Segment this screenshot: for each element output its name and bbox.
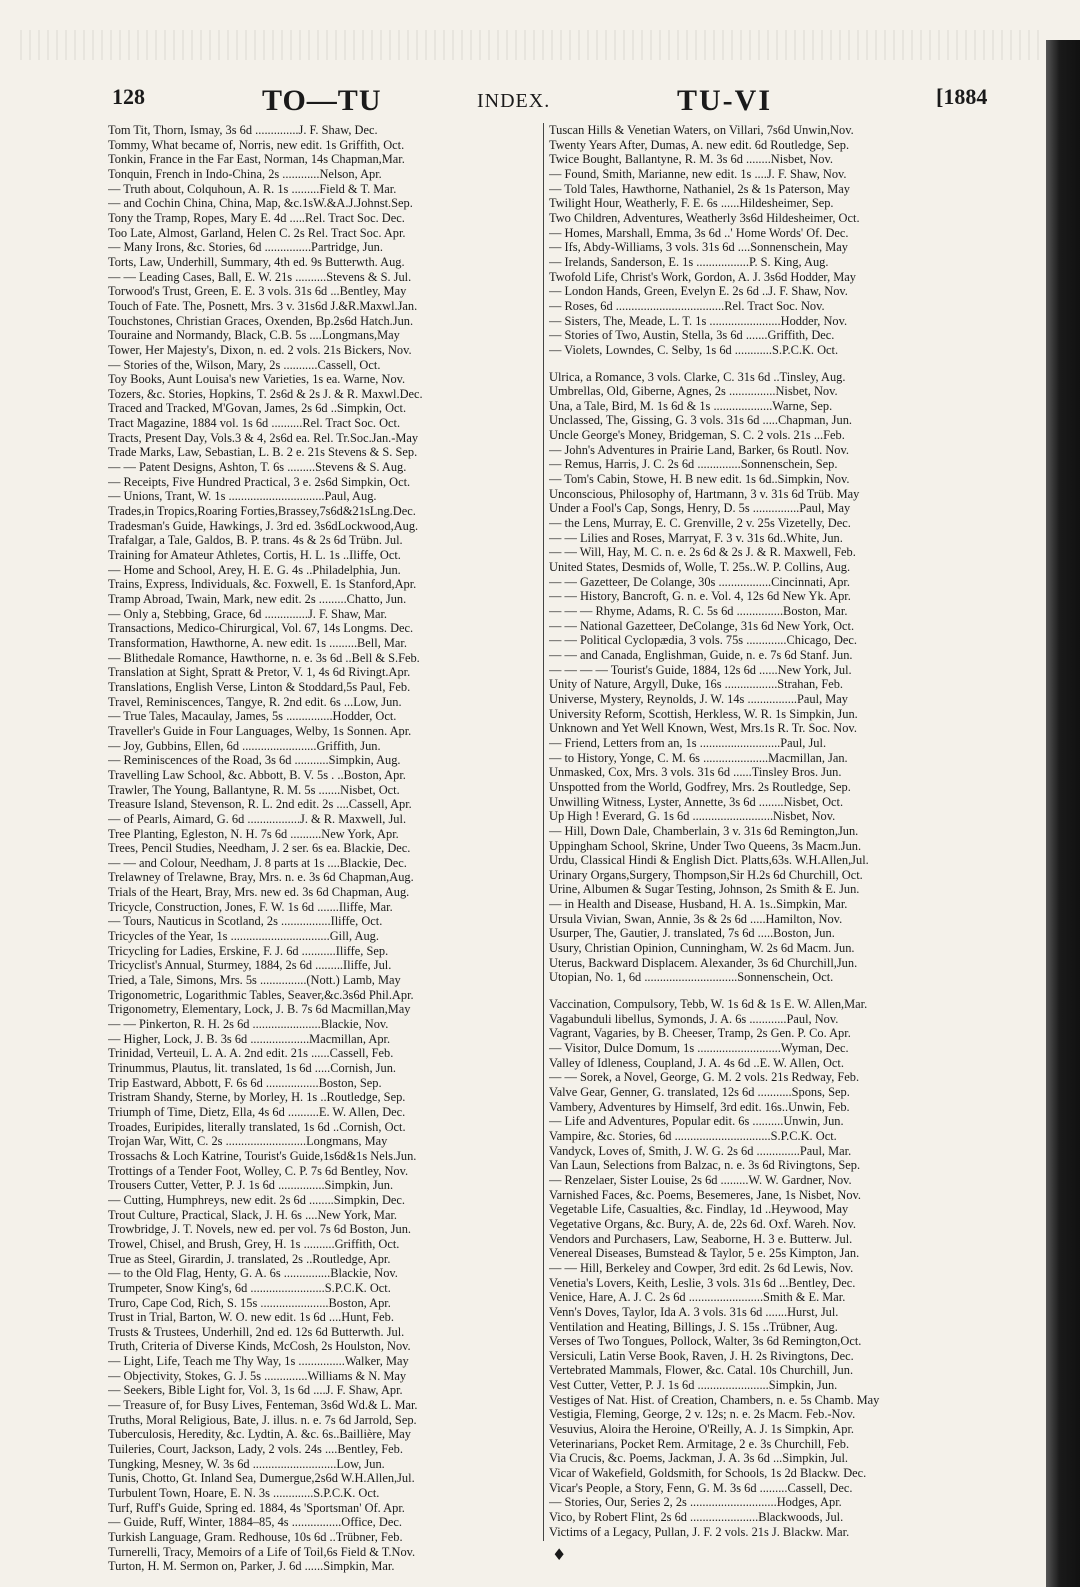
index-entry: Tonkin, France in the Far East, Norman, 14s Chapman,Mar. xyxy=(108,152,405,167)
index-entry: — Blithedale Romance, Hawthorne, n. e. 3s 6d ..Bell & S.Feb. xyxy=(108,650,420,665)
index-entry: Turf, Ruff's Guide, Spring ed. 1884, 4s 'Sportsman' Of. Apr. xyxy=(108,1500,405,1515)
page-number: 128 xyxy=(112,84,145,109)
index-entry: Tunis, Chotto, Gt. Inland Sea, Dumergue,2s6d W.H.Allen,Jul. xyxy=(108,1471,415,1486)
index-entry: Torts, Law, Underhill, Summary, 4th ed. 9s Butterwth. Aug. xyxy=(108,254,405,269)
index-entry: Trowel, Chisel, and Brush, Grey, H. 1s ..........Griffith, Oct. xyxy=(108,1236,400,1251)
index-entry: — Unions, Trant, W. 1s ...............................Paul, Aug. xyxy=(108,489,377,504)
index-entry: Truths, Moral Religious, Bate, J. illus. n. e. 7s 6d Jarrold, Sep. xyxy=(108,1412,417,1427)
index-entry: Unconscious, Philosophy of, Hartmann, 3 v. 31s 6d Trüb. May xyxy=(549,486,860,501)
index-entry: — — Sorek, a Novel, George, G. M. 2 vols. 21s Redway, Feb. xyxy=(549,1070,860,1085)
index-entry: — Guide, Ruff, Winter, 1884–85, 4s ................Office, Dec. xyxy=(108,1515,402,1530)
index-entry: Urine, Albumen & Sugar Testing, Johnson, 2s Smith & E. Jun. xyxy=(549,882,860,897)
index-entry: Vesuvius, Aloira the Heroine, O'Reilly, A. J. 1s Simpkin, Apr. xyxy=(549,1422,854,1437)
index-entry: Travelling Law School, &c. Abbott, B. V. 5s . ..Boston, Apr. xyxy=(108,767,406,782)
index-entry: Travel, Reminiscences, Tangye, R. 2nd edit. 6s ...Low, Jun. xyxy=(108,694,402,709)
index-entry: — — Lilies and Roses, Marryat, F. 3 v. 31s 6d..White, Jun. xyxy=(549,530,843,545)
index-entry: Tracts, Present Day, Vols.3 & 4, 2s6d ea. Rel. Tr.Soc.Jan.-May xyxy=(108,430,419,445)
index-entry: Vestiges of Nat. Hist. of Creation, Chambers, n. e. 5s Chamb. May xyxy=(549,1392,880,1407)
index-entry: — Light, Life, Teach me Thy Way, 1s ...............Walker, May xyxy=(108,1354,409,1369)
index-entry: Una, a Tale, Bird, M. 1s 6d & 1s ...................Warne, Sep. xyxy=(549,398,833,413)
index-entry: — Tours, Nauticus in Scotland, 2s ................Iliffe, Oct. xyxy=(108,914,383,929)
index-entry: Tradesman's Guide, Hawkings, J. 3rd ed. 3s6dLockwood,Aug. xyxy=(108,518,419,533)
section-gap xyxy=(549,358,961,370)
index-entry: — to History, Yonge, C. M. 6s .....................Macmillan, Jan. xyxy=(549,750,848,765)
index-entry: Venn's Doves, Taylor, Ida A. 3 vols. 31s 6d .......Hurst, Jul. xyxy=(549,1304,839,1319)
index-entry: Toy Books, Aunt Louisa's new Varieties, 1s ea. Warne, Nov. xyxy=(108,372,406,387)
index-entry: Trousers Cutter, Vetter, P. J. 1s 6d ...............Simpkin, Jun. xyxy=(108,1178,394,1193)
entries-group-v xyxy=(549,997,961,1539)
index-entry: Unmasked, Cox, Mrs. 3 vols. 31s 6d ......Tinsley Bros. Jun. xyxy=(549,765,842,780)
index-entry: Touraine and Normandy, Black, C.B. 5s ....Longmans,May xyxy=(108,328,400,343)
index-entry: Vegetable Life, Casualties, &c. Findlay, 1d ..Heywood, May xyxy=(549,1202,849,1217)
index-entry: Trottings of a Tender Foot, Wolley, C. P. 7s 6d Bentley, Nov. xyxy=(108,1163,409,1178)
index-entry: Ventilation and Heating, Billings, J. S. 15s ..Trübner, Aug. xyxy=(549,1319,838,1334)
index-entry: Torwood's Trust, Green, E. E. 3 vols. 31s 6d ...Bentley, May xyxy=(108,284,407,299)
index-entry: — Receipts, Five Hundred Practical, 3 e. 2s6d Simpkin, Oct. xyxy=(108,474,411,489)
entries-group-u xyxy=(549,370,961,986)
index-entry: Vicar of Wakefield, Goldsmith, for Schools, 1s 2d Blackw. Dec. xyxy=(549,1466,867,1481)
index-entry: Trust in Trial, Barton, W. O. new edit. 1s 6d ....Hunt, Feb. xyxy=(108,1310,394,1325)
index-entry: Utopian, No. 1, 6d ..............................Sonnenschein, Oct. xyxy=(549,970,834,985)
index-entry: Usury, Christian Opinion, Cunningham, W. 2s 6d Macm. Jun. xyxy=(549,941,855,956)
index-entry: — — and Canada, Englishman, Guide, n. e. 7s 6d Stanf. Jun. xyxy=(549,647,853,662)
index-entry: Uppingham School, Skrine, Under Two Queens, 3s Macm.Jun. xyxy=(549,838,862,853)
index-entry: — Truth about, Colquhoun, A. R. 1s .........Field & T. Mar. xyxy=(108,181,397,196)
index-entry: Trowbridge, J. T. Novels, new ed. per vol. 7s 6d Boston, Jun. xyxy=(108,1222,411,1237)
index-entry: — Irelands, Sanderson, E. 1s .................P. S. King, Aug. xyxy=(549,254,829,269)
index-entry: Vestigia, Fleming, George, 2 v. 12s; n. e. 2s Macm. Feb.-Nov. xyxy=(549,1407,856,1422)
running-header xyxy=(112,84,988,120)
index-entry: — Sisters, The, Meade, L. T. 1s .......................Hodder, Nov. xyxy=(549,313,848,328)
index-entry: Two Children, Adventures, Weatherly 3s6d Hildesheimer, Oct. xyxy=(549,210,860,225)
index-entry: Vaccination, Compulsory, Tebb, W. 1s 6d & 1s E. W. Allen,Mar. xyxy=(549,997,868,1012)
index-entry: — Visitor, Dulce Domum, 1s ...........................Wyman, Dec. xyxy=(549,1041,849,1056)
index-entry: — and Cochin China, China, Map, &c.1sW.&A.J.Johnst.Sep. xyxy=(108,196,413,211)
index-entry: Uterus, Backward Displacem. Alexander, 3s 6d Churchill,Jun. xyxy=(549,955,858,970)
index-entry: Via Crucis, &c. Poems, Jackman, J. A. 3s 6d ...Simpkin, Jul. xyxy=(549,1451,849,1466)
index-entry: Valve Gear, Genner, G. translated, 12s 6d ...........Spons, Sep. xyxy=(549,1085,850,1099)
index-entry: — Renzelaer, Sister Louise, 2s 6d .........W. W. Gardner, Nov. xyxy=(549,1172,852,1187)
index-entry: Universe, Mystery, Reynolds, J. W. 14s ................Paul, May xyxy=(549,691,848,706)
index-entry: United States, Desmids of, Wolle, T. 25s..W. P. Collins, Aug. xyxy=(549,560,851,575)
index-entry: — — and Colour, Needham, J. 8 parts at 1s ....Blackie, Dec. xyxy=(108,855,407,870)
index-entry: — John's Adventures in Prairie Land, Barker, 6s Routl. Nov. xyxy=(549,442,849,457)
index-entry: — — Hill, Berkeley and Cowper, 3rd edit. 2s 6d Lewis, Nov. xyxy=(549,1260,854,1275)
index-entry: — Objectivity, Stokes, G. J. 5s ..............Williams & N. May xyxy=(108,1368,407,1383)
index-entry: Tract Magazine, 1884 vol. 1s 6d ..........Rel. Tract Soc. Oct. xyxy=(108,416,401,431)
index-entry: Treasure Island, Stevenson, R. L. 2nd edit. 2s ....Cassell, Apr. xyxy=(108,797,412,812)
index-entry: Trout Culture, Practical, Slack, J. H. 6s ....New York, Mar. xyxy=(108,1207,397,1222)
index-entry: Tristram Shandy, Sterne, by Morley, H. 1s ..Routledge, Sep. xyxy=(108,1090,406,1105)
index-entry: Vegetative Organs, &c. Bury, A. de, 22s 6d. Oxf. Wareh. Nov. xyxy=(549,1216,856,1231)
index-entry: Varnished Faces, &c. Poems, Besemeres, Jane, 1s Nisbet, Nov. xyxy=(549,1187,861,1202)
index-entry: Tozers, &c. Stories, Hopkins, T. 2s6d & 2s J. & R. Maxwl.Dec. xyxy=(108,386,423,401)
index-entry: — Treasure of, for Busy Lives, Fenteman, 3s6d Wd.& L. Mar. xyxy=(108,1398,418,1413)
index-entry: — Told Tales, Hawthorne, Nathaniel, 2s & 1s Paterson, May xyxy=(549,181,850,196)
index-entry: — — Leading Cases, Ball, E. W. 21s ..........Stevens & S. Jul. xyxy=(108,269,412,284)
index-entry: — Reminiscences of the Road, 3s 6d ...........Simpkin, Aug. xyxy=(108,753,401,768)
index-entry: Touchstones, Christian Graces, Oxenden, Bp.2s6d Hatch.Jun. xyxy=(108,313,414,328)
index-entry: Tommy, What became of, Norris, new edit. 1s Griffith, Oct. xyxy=(108,137,405,152)
index-entry: Unwilling Witness, Lyster, Annette, 3s 6d ........Nisbet, Oct. xyxy=(549,794,844,809)
index-entry: Unspotted from the World, Godfrey, Mrs. 2s Routledge, Sep. xyxy=(549,779,851,794)
index-entry: — London Hands, Green, Evelyn E. 2s 6d ..J. F. Shaw, Nov. xyxy=(549,284,848,299)
index-title: INDEX. xyxy=(477,90,551,112)
index-entry: Turton, H. M. Sermon on, Parker, J. 6d ......Simpkin, Mar. xyxy=(108,1559,395,1574)
index-entry: — in Health and Disease, Husband, H. A. 1s..Simpkin, Mar. xyxy=(549,897,848,912)
index-entry: Urinary Organs,Surgery, Thompson,Sir H.2s 6d Churchill, Oct. xyxy=(549,867,863,882)
index-entry: Transformation, Hawthorne, A. new edit. 1s .........Bell, Mar. xyxy=(108,635,407,650)
index-entry: Traveller's Guide in Four Languages, Welby, 1s Sonnen. Apr. xyxy=(108,723,412,738)
entries-group-tu-tw xyxy=(549,123,961,358)
index-entry: Van Laun, Selections from Balzac, n. e. 3s 6d Rivingtons, Sep. xyxy=(549,1158,861,1173)
index-entry: — the Lens, Murray, E. C. Grenville, 2 v. 25s Vizetelly, Dec. xyxy=(549,516,851,531)
index-entry: Trinummus, Plautus, lit. translated, 1s 6d .....Cornish, Jun. xyxy=(108,1061,396,1075)
index-entry: Victims of a Legacy, Pullan, J. F. 2 vols. 21s J. Blackw. Mar. xyxy=(549,1524,850,1539)
index-entry: Tower, Her Majesty's, Dixon, n. ed. 2 vols. 21s Bickers, Nov. xyxy=(108,342,412,357)
index-entry: Trojan War, Witt, C. 2s ..........................Longmans, May xyxy=(108,1134,388,1149)
index-entry: Training for Amateur Athletes, Cortis, H. L. 1s ..Iliffe, Oct. xyxy=(108,548,401,563)
index-entry: Tricycle, Construction, Jones, F. W. 1s 6d .......Iliffe, Mar. xyxy=(108,899,393,914)
page-top-speckle xyxy=(20,30,1040,60)
index-entry: Twenty Years After, Dumas, A. new edit. 6d Routledge, Sep. xyxy=(549,137,850,152)
index-entry: Translation at Sight, Spratt & Pretor, V. 1, 4s 6d Rivingt.Apr. xyxy=(108,665,411,680)
index-entry: University Reform, Scottish, Herkless, W. R. 1s Simpkin, Jun. xyxy=(549,706,858,721)
year-label: [1884 xyxy=(936,84,988,109)
index-entry: — Cutting, Humphreys, new edit. 2s 6d ........Simpkin, Dec. xyxy=(108,1192,406,1207)
index-entry: Venice, Hare, A. J. C. 2s 6d ........................Smith & E. Mar. xyxy=(549,1290,846,1305)
index-entry: Touch of Fate. The, Posnett, Mrs. 3 v. 31s6d J.&R.Maxwl.Jan. xyxy=(108,298,418,313)
index-entry: — Ifs, Abdy-Williams, 3 vols. 31s 6d ....Sonnenschein, May xyxy=(549,240,848,255)
index-entry: Unknown and Yet Well Known, West, Mrs.1s R. Tr. Soc. Nov. xyxy=(549,721,857,736)
index-entry: — — — — Tourist's Guide, 1884, 12s 6d ......New York, Jul. xyxy=(549,662,852,677)
index-entry: — — Patent Designs, Ashton, T. 6s .........Stevens & S. Aug. xyxy=(108,460,407,475)
index-entry: — Friend, Letters from an, 1s ..........................Paul, Jul. xyxy=(549,735,827,750)
index-entry: Trains, Express, Individuals, &c. Foxwell, E. 1s Stanford,Apr. xyxy=(108,577,417,592)
index-entry: Trinidad, Verteuil, L. A. A. 2nd edit. 21s ......Cassell, Feb. xyxy=(108,1046,394,1061)
index-entry: — Higher, Lock, J. B. 3s 6d ...................Macmillan, Apr. xyxy=(108,1031,391,1046)
index-entry: Ursula Vivian, Swan, Annie, 3s & 2s 6d .....Hamilton, Nov. xyxy=(549,911,843,926)
index-entry: Vagabunduli libellus, Symonds, J. A. 6s ............Paul, Nov. xyxy=(549,1011,839,1026)
index-entry: Unity of Nature, Argyll, Duke, 16s .................Strahan, Feb. xyxy=(549,677,844,692)
index-entry: — Homes, Marshall, Emma, 3s 6d ..' Home Words' Of. Dec. xyxy=(549,225,849,240)
index-entry: Tom Tit, Thorn, Ismay, 3s 6d ..............J. F. Shaw, Dec. xyxy=(108,123,378,137)
index-entry: Tricycles of the Year, 1s ................................Gill, Aug. xyxy=(108,929,379,944)
index-entry: Twofold Life, Christ's Work, Gordon, A. J. 3s6d Hodder, May xyxy=(549,269,856,284)
index-entry: Valley of Idleness, Coupland, J. A. 4s 6d ..E. W. Allen, Oct. xyxy=(549,1055,844,1070)
index-entry: — Life and Adventures, Popular edit. 6s ..........Unwin, Jun. xyxy=(549,1114,844,1129)
index-entry: Vertebrated Mammals, Flower, &c. Catal. 10s Churchill, Jun. xyxy=(549,1363,854,1378)
index-entry: Too Late, Almost, Garland, Helen C. 2s Rel. Tract Soc. Apr. xyxy=(108,225,406,240)
index-entry: — Seekers, Bible Light for, Vol. 3, 1s 6d ....J. F. Shaw, Apr. xyxy=(108,1383,403,1398)
index-entry: — Stories, Our, Series 2, 2s ............................Hodges, Apr. xyxy=(549,1495,842,1510)
index-entry: Vampire, &c. Stories, 6d ...............................S.P.C.K. Oct. xyxy=(549,1128,837,1143)
right-column xyxy=(549,123,961,1539)
index-entry: — — Gazetteer, De Colange, 30s .................Cincinnati, Apr. xyxy=(549,574,850,589)
index-entry: Trades,in Tropics,Roaring Forties,Brassey,7s6d&21sLng.Dec. xyxy=(108,504,416,519)
index-entry: Venetia's Lovers, Keith, Leslie, 3 vols. 31s 6d ...Bentley, Dec. xyxy=(549,1275,856,1290)
index-entry: Twilight Hour, Weatherly, F. E. 6s ......Hildesheimer, Sep. xyxy=(549,196,834,211)
index-entry: Twice Bought, Ballantyne, R. M. 3s 6d ........Nisbet, Nov. xyxy=(549,152,833,167)
index-entry: — — History, Bancroft, G. n. e. Vol. 4, 12s 6d New Yk. Apr. xyxy=(549,589,851,604)
index-entry: Versiculi, Latin Verse Book, Raven, J. H. 2s Rivingtons, Dec. xyxy=(549,1348,854,1363)
index-entry: Vandyck, Loves of, Smith, J. W. G. 2s 6d ..............Paul, Mar. xyxy=(549,1143,852,1158)
index-entry: — Home and School, Arey, H. E. G. 4s ..Philadelphia, Jun. xyxy=(108,562,401,577)
right-range-heading: TU-VI xyxy=(677,84,773,117)
index-entry: Tuberculosis, Heredity, &c. Lydtin, A. &c. 6s..Baillière, May xyxy=(108,1427,411,1442)
index-entry: True as Steel, Girardin, J. translated, 2s ..Routledge, Apr. xyxy=(108,1251,391,1266)
index-entry: Troades, Euripides, literally translated, 1s 6d ..Cornish, Oct. xyxy=(108,1119,406,1134)
index-entry: Tungking, Mesney, W. 3s 6d ...........................Low, Jun. xyxy=(108,1456,385,1471)
index-entry: Turbulent Town, Hoare, E. N. 3s .............S.P.C.K. Oct. xyxy=(108,1486,380,1501)
index-entry: Vest Cutter, Vetter, P. J. 1s 6d .......................Simpkin, Jun. xyxy=(549,1378,838,1393)
index-entry: — — — Rhyme, Adams, R. C. 5s 6d ...............Boston, Mar. xyxy=(549,604,848,618)
index-entry: Veterinarians, Pocket Rem. Armitage, 2 e. 3s Churchill, Feb. xyxy=(549,1436,850,1451)
index-entry: Trees, Pencil Studies, Needham, J. 2 ser. 6s ea. Blackie, Dec. xyxy=(108,841,411,856)
index-entry: Tree Planting, Egleston, N. H. 7s 6d ..........New York, Apr. xyxy=(108,826,399,841)
index-entry: — Hill, Down Dale, Chamberlain, 3 v. 31s 6d Remington,Jun. xyxy=(549,823,859,838)
printer-mark: ♦ xyxy=(552,1545,567,1564)
index-entry: — Joy, Gubbins, Ellen, 6d ........................Griffith, Jun. xyxy=(108,738,381,753)
index-entry: Umbrellas, Old, Giberne, Agnes, 2s ...............Nisbet, Nov. xyxy=(549,384,838,399)
index-entry: Vicar's People, a Story, Fenn, G. M. 3s 6d .........Cassell, Dec. xyxy=(549,1480,853,1495)
index-entry: — Remus, Harris, J. C. 2s 6d ..............Sonnenschein, Sep. xyxy=(549,457,838,472)
index-entry: — Violets, Lowndes, C. Selby, 1s 6d ............S.P.C.K. Oct. xyxy=(549,342,839,357)
index-entry: Up High ! Everard, G. 1s 6d ..........................Nisbet, Nov. xyxy=(549,809,836,824)
index-entry: Trawler, The Young, Ballantyne, R. M. 5s .......Nisbet, Oct. xyxy=(108,782,400,797)
section-gap xyxy=(549,985,961,997)
index-entry: Vagrant, Vagaries, by B. Cheeser, Tramp, 2s Gen. P. Co. Apr. xyxy=(549,1026,851,1041)
index-entry: Vico, by Robert Flint, 2s 6d ......................Blackwoods, Jul. xyxy=(549,1510,844,1525)
index-entry: Trigonometric, Logarithmic Tables, Seaver,&c.3s6d Phil.Apr. xyxy=(108,987,414,1002)
scan-dark-edge xyxy=(1046,40,1080,1587)
index-entry: Tony the Tramp, Ropes, Mary E. 4d .....Rel. Tract Soc. Dec. xyxy=(108,210,405,225)
index-entry: Tuscan Hills & Venetian Waters, on Villari, 7s6d Unwin,Nov. xyxy=(549,123,854,137)
index-entry: Truth, Criteria of Diverse Kinds, McCosh, 2s Houlston, Nov. xyxy=(108,1339,411,1354)
index-entry: Urdu, Classical Hindi & English Dict. Platts,63s. W.H.Allen,Jul. xyxy=(549,853,869,868)
index-entry: Transactions, Medico-Chirurgical, Vol. 67, 14s Longms. Dec. xyxy=(108,621,414,636)
index-entry: Tramp Abroad, Twain, Mark, new edit. 2s .........Chatto, Jun. xyxy=(108,592,407,606)
index-entry: Vambery, Adventures by Himself, 3rd edit. 16s..Unwin, Feb. xyxy=(549,1099,850,1114)
index-entry: Trumpeter, Snow King's, 6d ........................S.P.C.K. Oct. xyxy=(108,1280,391,1295)
index-entry: — to the Old Flag, Henty, G. A. 6s ...............Blackie, Nov. xyxy=(108,1266,398,1281)
index-entry: Ulrica, a Romance, 3 vols. Clarke, C. 31s 6d ..Tinsley, Aug. xyxy=(549,369,846,384)
index-entry: Translations, English Verse, Linton & Stoddard,5s Paul, Feb. xyxy=(108,679,411,694)
index-entry: Traced and Tracked, M'Govan, James, 2s 6d ..Simpkin, Oct. xyxy=(108,401,407,416)
left-range-heading: TO—TU xyxy=(262,84,382,117)
index-entry: Turnerelli, Tracy, Memoirs of a Life of Toil,6s Field & T.Nov. xyxy=(108,1544,416,1559)
index-entry: — Stories of the, Wilson, Mary, 2s ...........Cassell, Oct. xyxy=(108,357,381,372)
index-entry: — — Political Cyclopædia, 3 vols. 75s .............Chicago, Dec. xyxy=(549,633,858,648)
index-entry: Uncle George's Money, Bridgeman, S. C. 2 vols. 21s ...Feb. xyxy=(549,428,845,443)
index-entry: Tried, a Tale, Simons, Mrs. 5s ...............(Nott.) Lamb, May xyxy=(108,973,401,988)
index-entry: Under a Fool's Cap, Songs, Henry, D. 5s ...............Paul, May xyxy=(549,501,851,516)
index-entry: — Stories of Two, Austin, Stella, 3s 6d .......Griffith, Dec. xyxy=(549,328,835,343)
index-entry: Trossachs & Loch Katrine, Tourist's Guide,1s6d&1s Nels.Jun. xyxy=(108,1148,417,1163)
index-entry: Turkish Language, Gram. Redhouse, 10s 6d ..Trübner, Feb. xyxy=(108,1530,403,1544)
index-entry: Tricyclist's Annual, Sturmey, 1884, 2s 6d .........Iliffe, Jul. xyxy=(108,958,392,973)
index-entry: Trusts & Trustees, Underhill, 2nd ed. 12s 6d Butterwth. Jul. xyxy=(108,1324,405,1339)
index-entry: Trafalgar, a Tale, Galdos, B. P. trans. 4s & 2s 6d Trübn. Jul. xyxy=(108,533,403,548)
index-entry: — Found, Smith, Marianne, new edit. 1s ....J. F. Shaw, Nov. xyxy=(549,166,847,181)
index-entry: Verses of Two Tongues, Pollock, Walter, 3s 6d Remington,Oct. xyxy=(549,1334,862,1349)
index-entry: — — Pinkerton, R. H. 2s 6d ......................Blackie, Nov. xyxy=(108,1017,389,1032)
index-entry: Trelawney of Trelawne, Bray, Mrs. n. e. 3s 6d Chapman,Aug. xyxy=(108,870,414,885)
index-entry: Unclassed, The, Gissing, G. 3 vols. 31s 6d .....Chapman, Jun. xyxy=(549,413,852,428)
index-entry: — Tom's Cabin, Stowe, H. B new edit. 1s 6d..Simpkin, Nov. xyxy=(549,472,850,487)
column-divider xyxy=(543,123,544,1541)
index-entry: Tricycling for Ladies, Erskine, F. J. 6d ...........Iliffe, Sep. xyxy=(108,943,389,958)
index-entry: — — Will, Hay, M. C. n. e. 2s 6d & 2s J. & R. Maxwell, Feb. xyxy=(549,545,856,560)
left-column xyxy=(108,123,540,1574)
index-entry: Tuileries, Court, Jackson, Lady, 2 vols. 24s ....Bentley, Feb. xyxy=(108,1442,403,1457)
index-entry: Trials of the Heart, Bray, Mrs. new ed. 3s 6d Chapman, Aug. xyxy=(108,885,410,900)
index-entry: — of Pearls, Aimard, G. 6d .................J. & R. Maxwell, Jul. xyxy=(108,811,407,826)
index-entry: Truro, Cape Cod, Rich, S. 15s ......................Boston, Apr. xyxy=(108,1295,391,1310)
index-entry: — True Tales, Macaulay, James, 5s ...............Hodder, Oct. xyxy=(108,709,397,724)
index-entry: Vendors and Purchasers, Law, Seaborne, H. 3 e. Butterw. Jul. xyxy=(549,1231,853,1246)
index-entry: Trade Marks, Law, Sebastian, L. B. 2 e. 21s Stevens & S. Sep. xyxy=(108,445,418,460)
index-entry: Trip Eastward, Abbott, F. 6s 6d .................Boston, Sep. xyxy=(108,1075,382,1090)
index-entry: Usurper, The, Gautier, J. translated, 7s 6d .....Boston, Jun. xyxy=(549,926,835,941)
index-entry: Triumph of Time, Dietz, Ella, 4s 6d ..........E. W. Allen, Dec. xyxy=(108,1104,406,1119)
index-entry: — Only a, Stebbing, Grace, 6d ..............J. F. Shaw, Mar. xyxy=(108,606,388,621)
index-entry: — Roses, 6d ...................................Rel. Tract Soc. Nov. xyxy=(549,298,825,313)
index-entry: Venereal Diseases, Bumstead & Taylor, 5 e. 25s Kimpton, Jan. xyxy=(549,1246,860,1261)
index-entry: Trigonometry, Elementary, Lock, J. B. 7s 6d Macmillan,May xyxy=(108,1002,411,1017)
index-entry: — Many Irons, &c. Stories, 6d ...............Partridge, Jun. xyxy=(108,240,383,255)
index-entry: Tonquin, French in Indo-China, 2s ............Nelson, Apr. xyxy=(108,166,382,181)
index-entry: — — National Gazetteer, DeColange, 31s 6d New York, Oct. xyxy=(549,618,855,633)
